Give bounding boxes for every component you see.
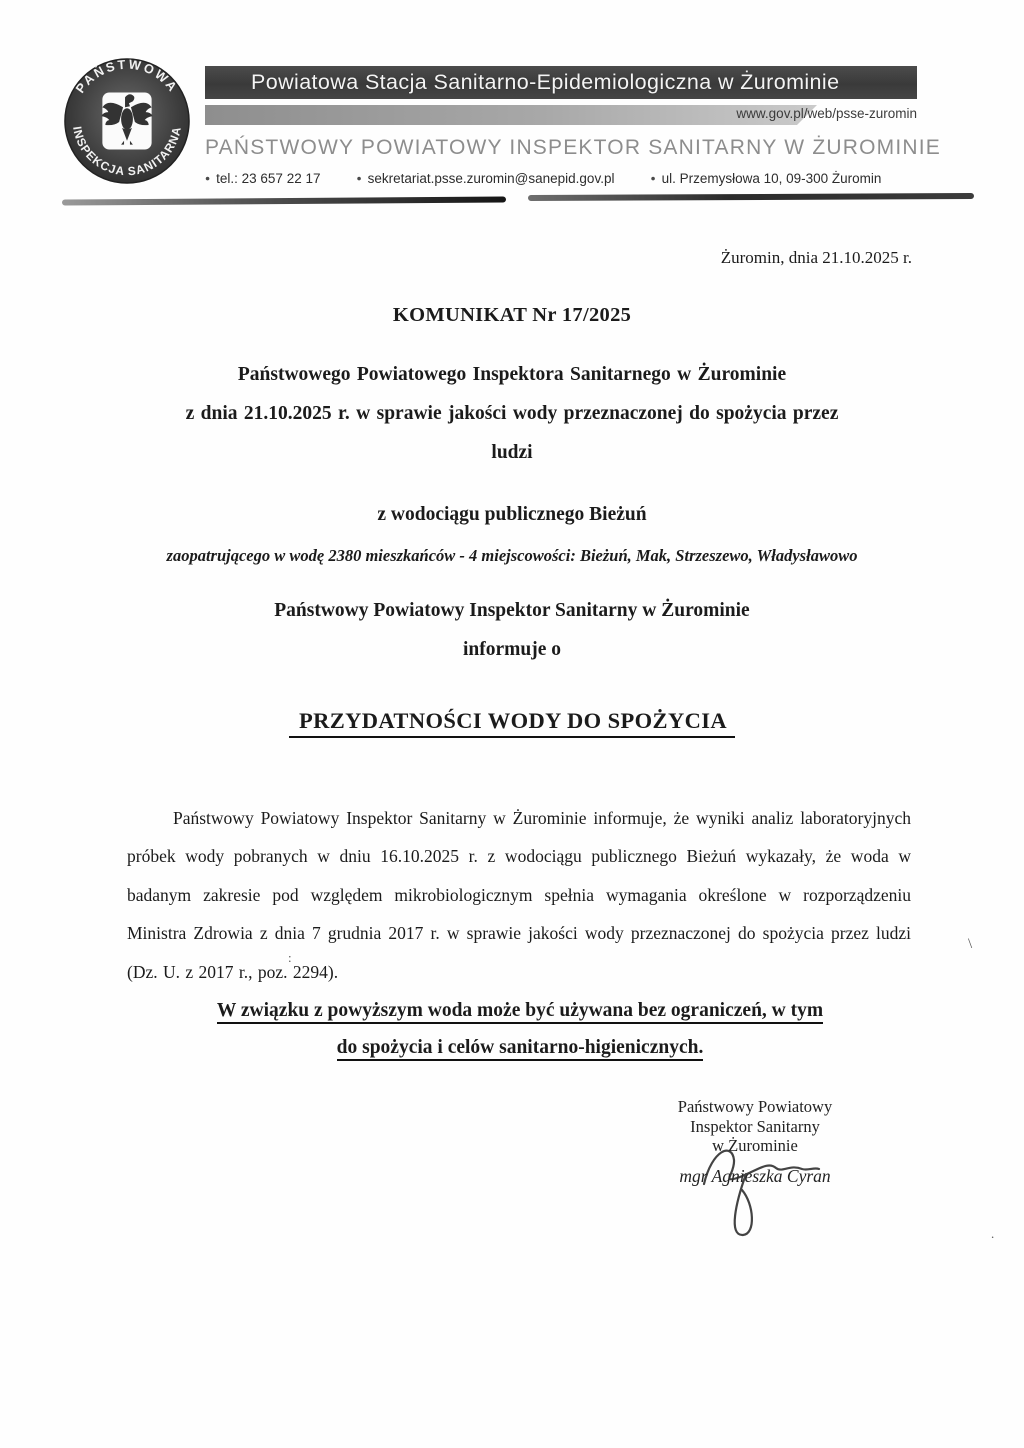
contact-email-label: sekretariat.psse.zuromin@sanepid.gov.pl (367, 171, 615, 186)
conclusion-statement (120, 992, 920, 1066)
subtitle-line: z dnia 21.10.2025 r. w sprawie jakości wody przeznaczonej do spożycia przez (185, 403, 839, 424)
sanitary-inspection-seal (62, 56, 192, 186)
contact-row (205, 171, 917, 186)
signature-title-line: w Żurominie (712, 1136, 798, 1155)
seal-text-top: PAŃSTWOWA (72, 56, 182, 96)
organization-title-bar: Powiatowa Stacja Sanitarno-Epidemiologiczna w Żurominie (205, 66, 917, 99)
header-rule-left (62, 196, 506, 205)
document-title: KOMUNIKAT Nr 17/2025 (392, 304, 632, 326)
waterworks-line: z wodociągu publicznego Bieżuń (377, 504, 647, 525)
verdict-text: PRZYDATNOŚCI WODY DO SPOŻYCIA (289, 708, 735, 738)
bullet-icon: ● (356, 173, 362, 184)
issuer-line: Państwowy Powiatowy Inspektor Sanitarny w Żurominie (274, 600, 750, 621)
statement-line: do spożycia i celów sanitarno-higienicznych. (337, 1037, 704, 1061)
inspector-title-line: PAŃSTWOWY POWIATOWY INSPEKTOR SANITARNY W ŻUROMINIE (205, 136, 941, 159)
website-url: www.gov.pl/web/psse-zuromin (736, 106, 917, 121)
scan-artifact: \ (968, 936, 973, 952)
signer-name: mgr Agnieszka Cyran (679, 1165, 831, 1186)
signature-title-line: Inspektor Sanitarny (690, 1116, 820, 1136)
supply-description-line: zaopatrującego w wodę 2380 mieszkańców - 4 miejscowości: Bieżuń, Mak, Strzeszewo, Władysławowo (166, 546, 858, 565)
letterhead-sub-row (205, 103, 917, 127)
letterhead (205, 66, 941, 186)
informs-line: informuje o (462, 639, 562, 660)
body-paragraph: Państwowy Powiatowy Inspektor Sanitarny w Żurominie informuje, że wyniki analiz laboratoryjnych próbek wody pobranych w dniu 16.10.2025 r. z wodociągu publicznego Bieżuń wykazały, że woda w badanym zakresie pod względem mikrobiologicznym spełnia wymagania określone w rozporządzeniu Ministra Zdrowia z dnia 7 grudnia 2017 r. w sprawie jakości wody przeznaczonej do spożycia przez ludzi (Dz. U. z 2017 r., poz. 2294). (127, 807, 911, 982)
bullet-icon: ● (205, 173, 211, 184)
handwritten-signature (688, 1134, 828, 1244)
contact-address (650, 171, 881, 186)
document-subtitle (0, 355, 1024, 472)
contact-email (356, 171, 614, 186)
verdict-heading (0, 708, 1024, 734)
seal-text-bottom: INSPEKCJA SANITARNA (70, 124, 184, 179)
subtitle-line: Państwowego Powiatowego Inspektora Sanitarnego w Żurominie (237, 364, 787, 385)
scan-artifact: . (991, 1226, 995, 1241)
bullet-icon: ● (650, 173, 656, 184)
scan-artifact: : (288, 950, 292, 965)
decorative-gray-bar (205, 105, 817, 125)
contact-address-label: ul. Przemysłowa 10, 09-300 Żuromin (661, 171, 882, 186)
header-rule-right (528, 193, 974, 201)
subtitle-line: ludzi (491, 442, 533, 463)
signature-title-line: Państwowy Powiatowy (677, 1097, 833, 1116)
contact-phone (205, 171, 320, 186)
contact-phone-label: tel.: 23 657 22 17 (216, 171, 321, 186)
dateline: Żuromin, dnia 21.10.2025 r. (720, 248, 912, 267)
statement-line: W związku z powyższym woda może być używana bez ograniczeń, w tym (217, 1000, 823, 1024)
